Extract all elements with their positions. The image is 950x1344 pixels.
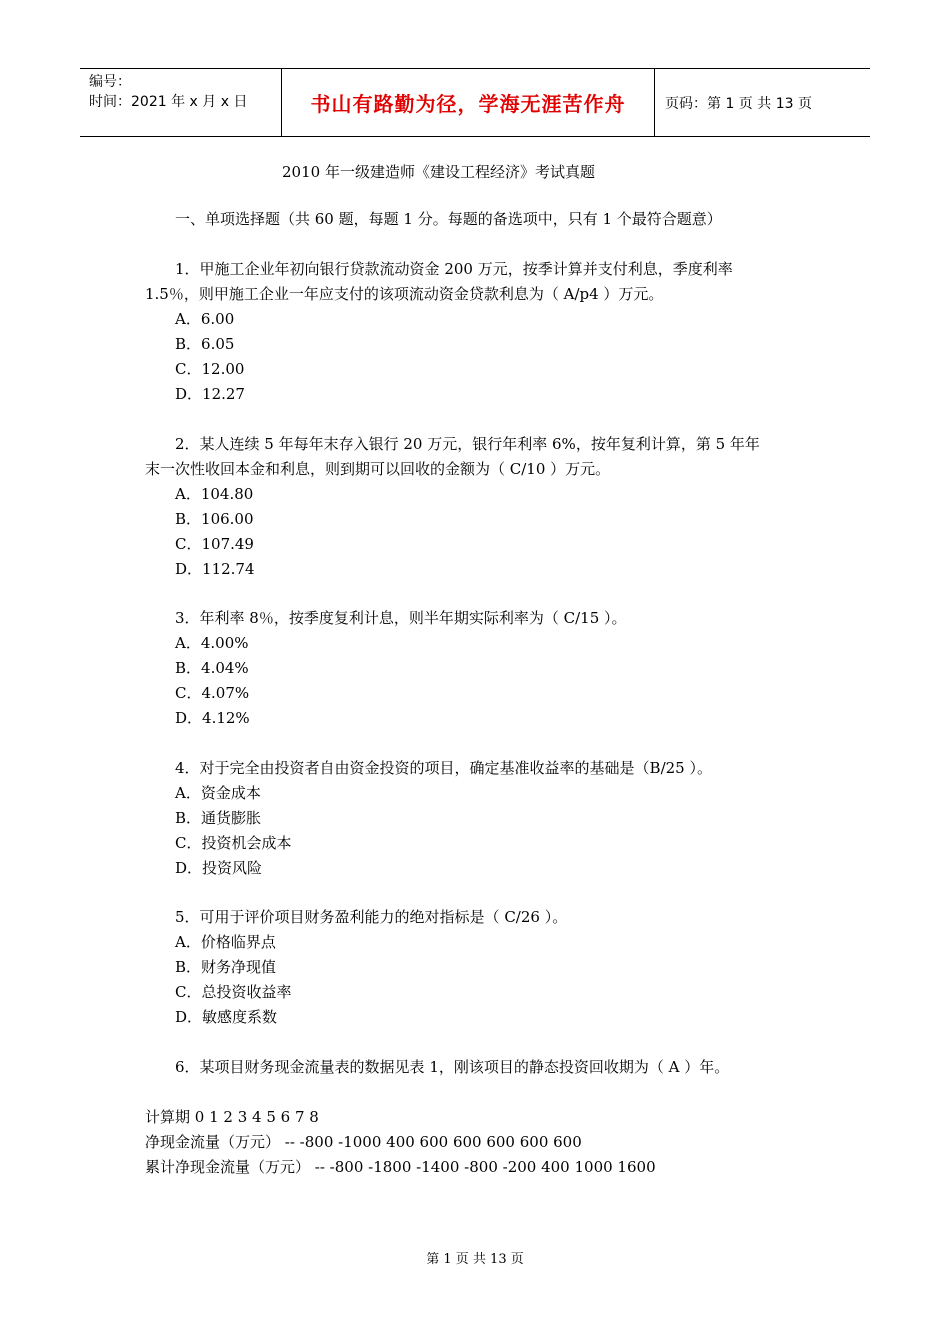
question-1-option-b: B．6.05 — [175, 335, 235, 353]
question-2-option-c: C．107.49 — [175, 535, 254, 553]
question-1-stem-line2: 1.5％，则甲施工企业一年应支付的该项流动资金贷款利息为（ A/p4 ）万元。 — [145, 285, 664, 303]
question-2-stem-line1: 2．某人连续 5 年每年末存入银行 20 万元，银行年利率 6%，按年复利计算，第 5 年年 — [175, 435, 760, 453]
table-line-period: 计算期 0 1 2 3 4 5 6 7 8 — [145, 1108, 319, 1126]
question-2-option-b: B．106.00 — [175, 510, 254, 528]
question-3-stem: 3．年利率 8％，按季度复利计息，则半年期实际利率为（ C/15 ）。 — [175, 609, 627, 627]
section-heading: 一、单项选择题（共 60 题，每题 1 分。每题的备选项中，只有 1 个最符合题意） — [175, 210, 722, 228]
question-3-option-d: D．4.12% — [175, 709, 250, 727]
document-header — [80, 68, 870, 137]
question-6-stem: 6．某项目财务现金流量表的数据见表 1，刚该项目的静态投资回收期为（ A ）年。 — [175, 1058, 730, 1076]
question-3-option-a: A．4.00% — [175, 634, 249, 652]
question-1-option-c: C．12.00 — [175, 360, 245, 378]
question-1-option-d: D．12.27 — [175, 385, 245, 403]
question-3-option-b: B．4.04% — [175, 659, 249, 677]
question-4-option-b: B．通货膨胀 — [175, 809, 262, 827]
header-page-cell — [655, 69, 870, 136]
time-label: 时间：2021 年 x 月 x 日 — [89, 94, 248, 110]
number-label: 编号： — [89, 74, 131, 90]
header-meta — [80, 69, 281, 136]
question-4-stem: 4．对于完全由投资者自由资金投资的项目，确定基准收益率的基础是（B/25 ）。 — [175, 759, 712, 777]
document-title: 2010 年一级建造师《建设工程经济》考试真题 — [282, 163, 595, 181]
question-2-stem-line2: 末一次性收回本金和利息，则到期可以回收的金额为（ C/10 ）万元。 — [145, 460, 611, 478]
question-5-option-a: A．价格临界点 — [175, 933, 276, 951]
question-4-option-a: A．资金成本 — [175, 784, 261, 802]
table-line-net-cashflow: 净现金流量（万元） -- -800 -1000 400 600 600 600 600 600 — [145, 1133, 582, 1151]
question-5-stem: 5．可用于评价项目财务盈利能力的绝对指标是（ C/26 ）。 — [175, 908, 568, 926]
question-5-option-c: C．总投资收益率 — [175, 983, 292, 1001]
table-line-cumulative-cashflow: 累计净现金流量（万元） -- -800 -1800 -1400 -800 -200 400 1000 1600 — [145, 1158, 656, 1176]
question-1-stem-line1: 1．甲施工企业年初向银行贷款流动资金 200 万元，按季计算并支付利息，季度利率 — [175, 260, 733, 278]
page-info: 页码：第 1 页 共 13 页 — [665, 95, 812, 112]
question-5-option-b: B．财务净现值 — [175, 958, 277, 976]
page-footer: 第 1 页 共 13 页 — [426, 1252, 524, 1267]
question-2-option-a: A．104.80 — [175, 485, 254, 503]
question-1-option-a: A．6.00 — [175, 310, 235, 328]
question-3-option-c: C．4.07% — [175, 684, 250, 702]
question-4-option-d: D．投资风险 — [175, 859, 263, 877]
question-2-option-d: D．112.74 — [175, 560, 255, 578]
motto: 书山有路勤为径，学海无涯苦作舟 — [310, 92, 626, 116]
question-4-option-c: C．投资机会成本 — [175, 834, 292, 852]
header-motto-cell — [281, 69, 655, 136]
question-5-option-d: D．敏感度系数 — [175, 1008, 278, 1026]
